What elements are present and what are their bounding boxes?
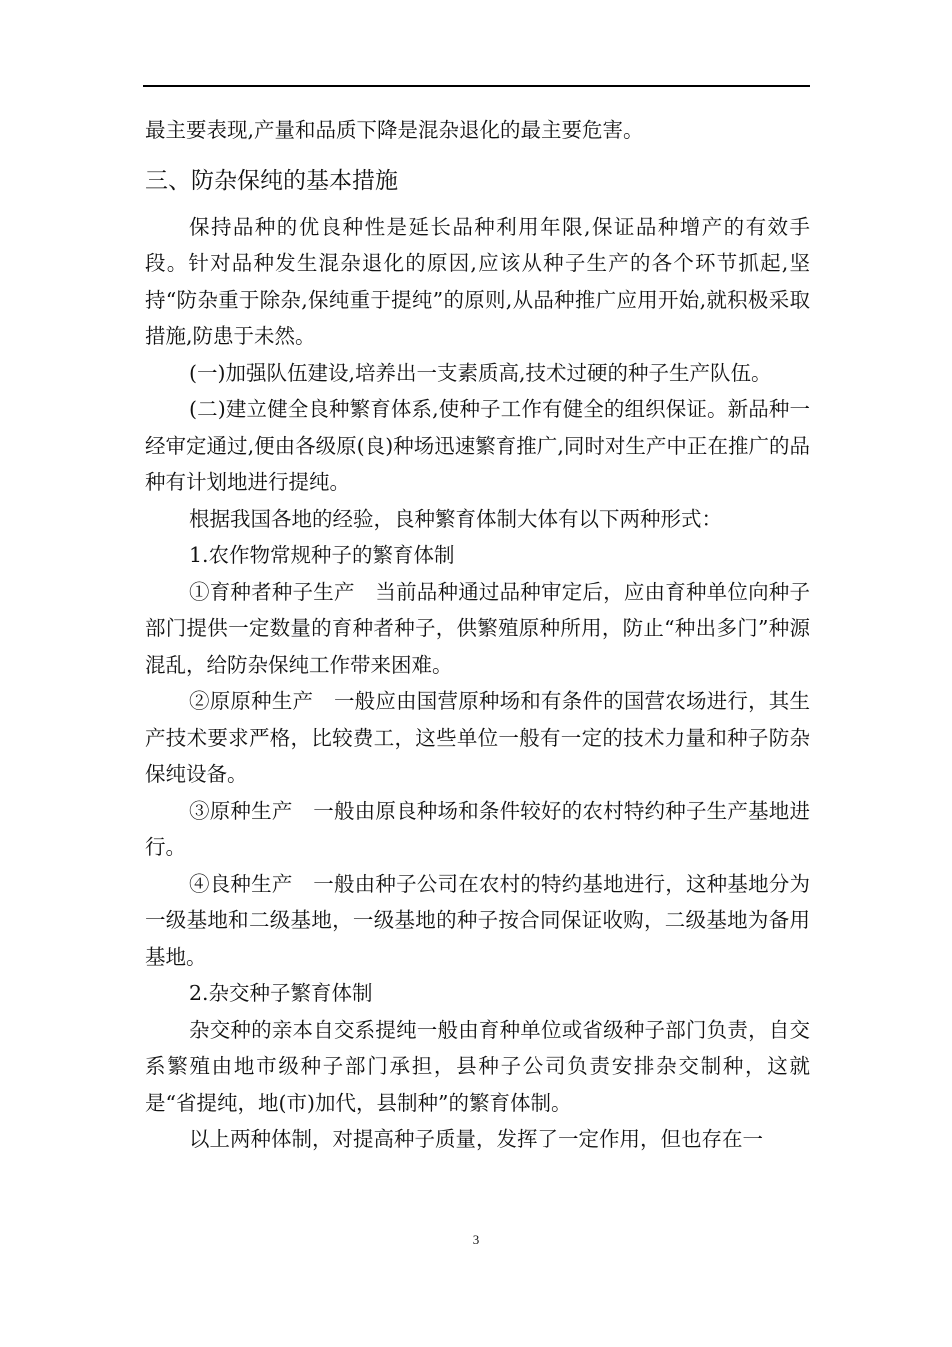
paragraph: 以上两种体制，对提高种子质量，发挥了一定作用，但也存在一	[189, 1127, 763, 1151]
subheading: 1.农作物常规种子的繁育体制	[189, 543, 455, 567]
page-number: 3	[472, 1232, 480, 1247]
paragraph: ①育种者种子生产 当前品种通过品种审定后，应由育种单位向种子部门提供一定数量的育种者种子，供繁殖原种所用，防止“种出多门”种源混乱，给防杂保纯工作带来困难。	[145, 579, 810, 677]
subheading: 2.杂交种子繁育体制	[189, 981, 373, 1005]
continuation-text: 最主要表现,产量和品质下降是混杂退化的最主要危害。	[145, 118, 644, 142]
paragraph: (二)建立健全良种繁育体系,使种子工作有健全的组织保证。新品种一经审定通过,便由各级原(良)种场迅速繁育推广,同时对生产中正在推广的品种有计划地进行提纯。	[145, 397, 810, 494]
paragraph: (一)加强队伍建设,培养出一支素质高,技术过硬的种子生产队伍。	[189, 360, 772, 385]
header-rule	[143, 85, 810, 87]
paragraph: ③原种生产 一般由原良种场和条件较好的农村特约种子生产基地进行。	[145, 798, 810, 859]
paragraph: 保持品种的优良种性是延长品种利用年限,保证品种增产的有效手段。针对品种发生混杂退化的原因,应该从种子生产的各个环节抓起,坚持“防杂重于除杂,保纯重于提纯”的原则,从品种推广应用开始,就积极采取措施,防患于未然。	[145, 214, 810, 348]
paragraph: 杂交种的亲本自交系提纯一般由育种单位或省级种子部门负责，自交系繁殖由地市级种子部门承担，县种子公司负责安排杂交制种，这就是“省提纯，地(市)加代，县制种”的繁育体制。	[145, 1017, 810, 1115]
paragraph: ②原原种生产 一般应由国营原种场和有条件的国营农场进行，其生产技术要求严格，比较费工，这些单位一般有一定的技术力量和种子防杂保纯设备。	[145, 689, 810, 786]
section-heading: 三、防杂保纯的基本措施	[145, 167, 398, 194]
paragraph: ④良种生产 一般由种子公司在农村的特约基地进行，这种基地分为一级基地和二级基地，一级基地的种子按合同保证收购，二级基地为备用基地。	[145, 871, 810, 969]
document-body	[145, 112, 810, 1158]
paragraph: 根据我国各地的经验，良种繁育体制大体有以下两种形式：	[189, 506, 722, 531]
